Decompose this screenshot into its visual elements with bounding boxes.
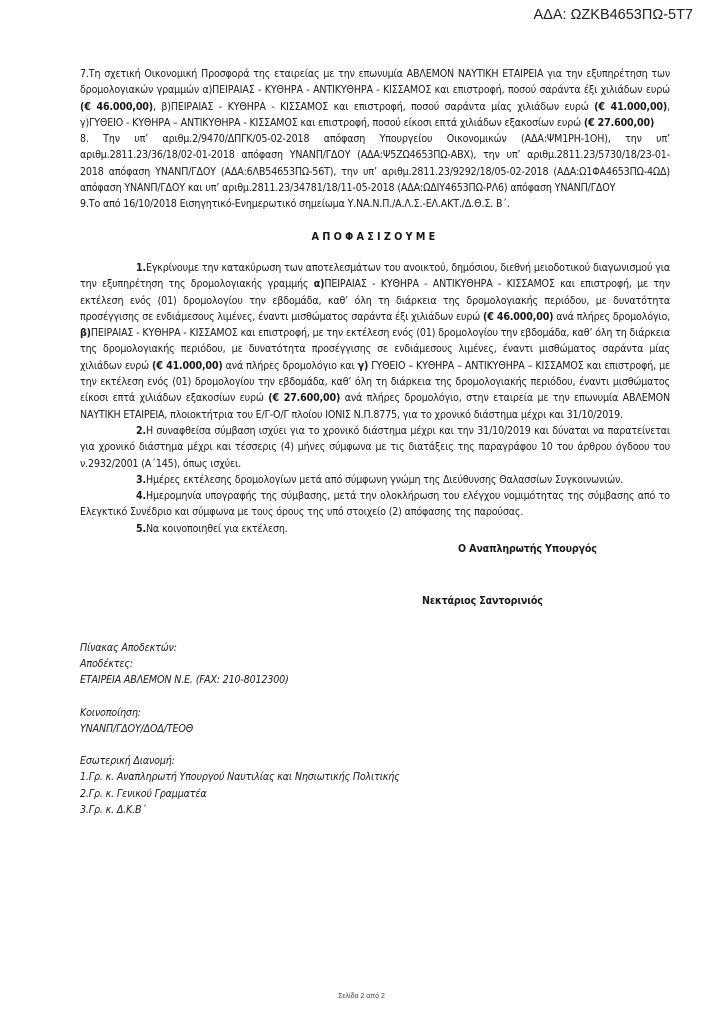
recipients-label: Αποδέκτες: xyxy=(80,657,133,670)
amount-27600: (€ 27.600,00) xyxy=(583,116,655,129)
decision-number: 3. xyxy=(136,473,146,486)
amount-41000: (€ 41.000,00) xyxy=(594,100,668,113)
internal-distribution-item: 2.Γρ. κ. Γενικού Γραμματέα xyxy=(80,787,207,800)
document-page xyxy=(80,66,670,818)
amount-46000: (€ 46.000,00) xyxy=(80,100,153,113)
consideration-item-7 xyxy=(80,66,670,131)
decision-1-text-d: ανά πλήρες δρομολόγιο, στην εταιρεία με την επωνυμία ΑΒΛΕΜΟΝ ΝΑΥΤΙΚΗ ΕΤΑΙΡΕΙΑ, πλοιοκτήτρια του Ε/Γ-Ο/Γ πλοίου ΙΟΝΙΣ Ν.Π.8775, για το χρονικό διάστημα μέχρι και 31/10/2019. xyxy=(80,392,670,421)
item7-text-c: , γ)ΓΥΘΕΙΟ - ΚΥΘΗΡΑ – ΑΝΤΙΚΥΘΗΡΑ - ΚΙΣΣΑΜΟΣ και επιστροφή, ποσού είκοσι επτά χιλιάδων εξακοσίων ευρώ xyxy=(80,100,670,129)
item7-text: 7.Τη σχετική Οικονομική Προσφορά της εταιρείας με την επωνυμία ΑΒΛΕΜΟΝ ΝΑΥΤΙΚΗ ΕΤΑΙΡΕΙΑ για την εξυπηρέτηση των δρομολογιακών γραμμών α)ΠΕΙΡΑΙΑΣ - ΚΥΘΗΡΑ - ΑΝΤΙΚΥΘΗΡΑ - ΚΙΣΣΑΜΟΣ και επιστροφή, ποσού σαράντα έξι χιλιάδων ευρώ xyxy=(80,68,670,97)
route-c-label: γ) xyxy=(357,359,369,372)
route-a-label: α) xyxy=(313,278,325,291)
recipient-item: ΕΤΑΙΡΕΙΑ ΑΒΛΕΜΟΝ Ν.Ε. (FAX: 210-8012300) xyxy=(80,674,289,687)
route-b-label: β) xyxy=(80,327,91,340)
route-c-text: ΓΥΘΕΙΟ – ΚΥΘΗΡΑ – ΑΝΤΙΚΥΘΗΡΑ – ΚΙΣΣΑΜΟΣ και επιστροφή, με την εκτέλεση ενός (01) δρομολογίου την εβδομάδα, καθ’ όλη τη διάρκεια της δρομολογιακής περιόδου, έναντι μισθώματος είκοσι επτά χιλιάδων εξακοσίων ευρώ xyxy=(80,359,670,405)
recipients-block xyxy=(80,640,670,819)
notification-item: ΥΝΑΝΠ/ΓΔΟΥ/ΔΟΔ/ΤΕΟΘ xyxy=(80,722,194,735)
decision-1-text-b: ανά πλήρες δρομολόγιο, xyxy=(553,310,670,323)
internal-distribution-label: Εσωτερική Διανομή: xyxy=(80,755,175,768)
decision-2 xyxy=(80,423,670,472)
consideration-item-8: 8. Την υπ’ αριθμ.2/9470/ΔΠΓΚ/05-02-2018 απόφαση Υπουργείου Οικονομικών (ΑΔΑ:ΨΜ1ΡΗ-1ΟΗ), την υπ’ αριθμ.2811.23/36/18/02-01-2018 απόφαση ΥΝΑΝΠ/ΓΔΟΥ (ΑΔΑ:Ψ5ΖΩ4653ΠΩ-ΑΒΧ), την υπ’ αριθμ.2811.23/5730/18/23-01-2018 απόφαση ΥΝΑΝΠ/ΓΔΟΥ (ΑΔΑ:6ΛΒ54653ΠΩ-56Τ), την υπ’ αριθμ.2811.23/9292/18/05-02-2018 (ΑΔΑ:Ω1ΦΑ4653ΠΩ-4ΩΔ) απόφαση ΥΝΑΝΠ/ΓΔΟΥ και υπ’ αριθμ.2811.23/34781/18/11-05-2018 (ΑΔΑ:ΩΔΙΥ4653ΠΩ-ΡΛ6) απόφαση ΥΝΑΝΠ/ΓΔΟΥ xyxy=(80,133,670,195)
route-b-text: ΠΕΙΡΑΙΑΣ - ΚΥΘΗΡΑ - ΚΙΣΣΑΜΟΣ και επιστροφή, με την εκτέλεση ενός (01) δρομολογίου την εβδομάδα, καθ’ όλη τη διάρκεια της δρομολογιακής περιόδου, με δυνατότητα προσέγγισης σε ενδιάμεσους λιμένες, έναντι μισθώματος σαράντα μίας χιλιάδων ευρώ xyxy=(80,327,670,372)
decision-3 xyxy=(80,472,670,488)
amount-46000: (€ 46.000,00) xyxy=(482,310,554,323)
ada-identifier: ΑΔΑ: ΩΖΚΒ4653ΠΩ-5Τ7 xyxy=(533,7,693,23)
decision-1-text: Εγκρίνουμε την κατακύρωση των αποτελεσμάτων του ανοικτού, δημόσιου, διεθνή μειοδοτικού διαγωνισμού για την εξυπηρέτηση της δρομολογιακής γραμμής xyxy=(80,261,670,291)
decision-1 xyxy=(80,260,670,423)
internal-distribution-item: 1.Γρ. κ. Αναπληρωτή Υπουργού Ναυτιλίας και Νησιωτικής Πολιτικής xyxy=(80,771,400,784)
decision-5-text: Να κοινοποιηθεί για εκτέλεση. xyxy=(145,522,288,535)
decision-4-text: Ημερομηνία υπογραφής της σύμβασης, μετά την ολοκλήρωση του ελέγχου νομιμότητας της σύμβασης από το Ελεγκτικό Συνέδριο και σύμφωνα με τους όρους της υπό στοιχείο (2) απόφασης της παρούσας. xyxy=(80,490,670,519)
decision-number: 4. xyxy=(136,490,146,503)
decision-number: 2. xyxy=(136,424,146,437)
decision-number: 5. xyxy=(136,522,146,535)
item7-text-b: , β)ΠΕΙΡΑΙΑΣ - ΚΥΘΗΡΑ - ΚΙΣΣΑΜΟΣ και επιστροφή, ποσού σαράντα μίας χιλιάδων ευρώ xyxy=(153,100,595,113)
signatory-role: Ο Αναπληρωτής Υπουργός xyxy=(458,543,597,556)
amount-27600: (€ 27.600,00) xyxy=(268,392,341,405)
signatory-name: Νεκτάριος Σαντορινιός xyxy=(422,595,543,608)
decision-heading: ΑΠΟΦΑΣΙΖΟΥΜΕ xyxy=(311,229,439,243)
decision-3-text: Ημέρες εκτέλεσης δρομολογίων μετά από σύμφωνη γνώμη της Διεύθυνσης Θαλασσίων Συγκοινωνιών. xyxy=(145,473,624,486)
recipients-table-label: Πίνακας Αποδεκτών: xyxy=(80,641,177,654)
route-a-text: ΠΕΙΡΑΙΑΣ - ΚΥΘΗΡΑ - ΑΝΤΙΚΥΘΗΡΑ - ΚΙΣΣΑΜΟΣ και επιστροφή, με την εκτέλεση ενός (01) δρομολογίου την εβδομάδα, καθ’ όλη τη διάρκεια της δρομολογιακής περιόδου, με δυνατότητα προσέγγισης σε ενδιάμεσους λιμένες, έναντι μισθώματος σαράντα έξι χιλιάδων ευρώ xyxy=(80,278,671,323)
notification-label: Κοινοποίηση: xyxy=(80,706,141,719)
consideration-item-9: 9.Το από 16/10/2018 Εισηγητικό-Ενημερωτικό σημείωμα Υ.ΝΑ.Ν.Π./Α.Λ.Σ.-ΕΛ.ΑΚΤ./Δ.Θ.Σ. Β΄. xyxy=(80,198,510,211)
page-number: Σελίδα 2 από 2 xyxy=(338,993,385,1000)
decision-1-text-c: ανά πλήρες δρομολόγιο και xyxy=(222,359,358,372)
decision-4 xyxy=(80,488,670,521)
amount-41000: (€ 41.000,00) xyxy=(152,359,223,372)
internal-distribution-item: 3.Γρ. κ. Δ.Κ.Β΄ xyxy=(80,803,147,816)
decision-number: 1. xyxy=(136,261,146,274)
decision-2-text: Η συναφθείσα σύμβαση ισχύει για το χρονικό διάστημα μέχρι και την 31/10/2019 και δύναται να παρατείνεται για χρονικό διάστημα μέχρι και τέσσερις (4) μήνες σύμφωνα με τις διατάξεις της παραγράφου 10 του άρθρου όγδοου του ν.2932/2001 (Α΄145), όπως ισχύει. xyxy=(80,424,670,470)
decision-5 xyxy=(80,521,670,537)
